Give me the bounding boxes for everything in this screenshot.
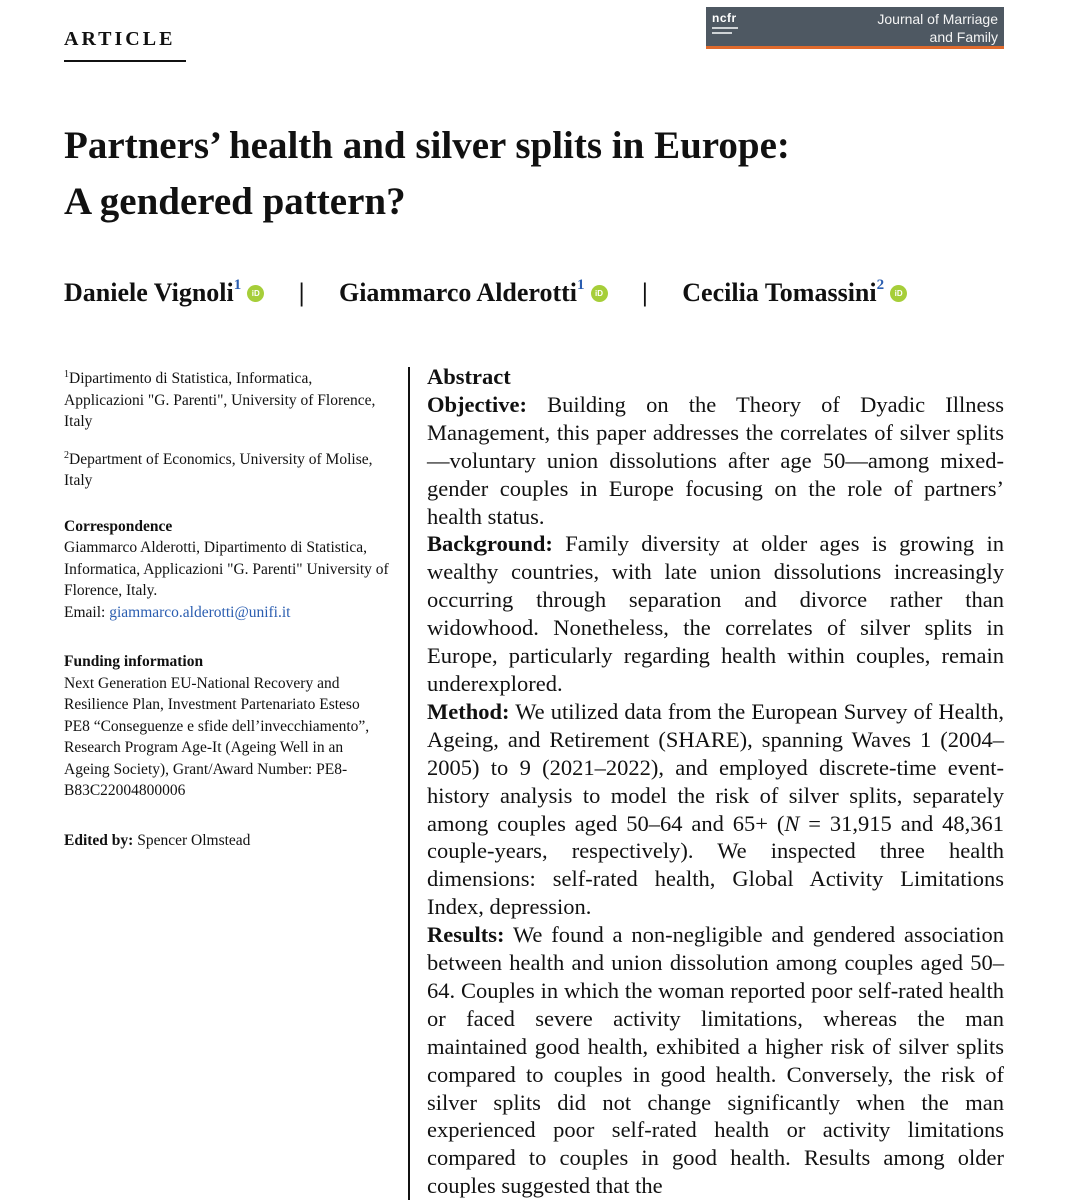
abstract-results (427, 921, 1004, 1200)
section-label: ARTICLE (64, 28, 176, 50)
correspondence-heading: Correspondence (64, 517, 173, 535)
journal-accent-bar (706, 46, 1004, 49)
author-name[interactable]: Cecilia Tomassini (682, 278, 877, 307)
sidebar-info (64, 364, 389, 851)
method-n: N (784, 810, 800, 836)
title-line1: Partners’ health and silver splits in Europe: (64, 124, 790, 167)
abstract-heading: Abstract (427, 364, 511, 389)
abstract (427, 363, 1004, 1200)
affiliation (64, 445, 389, 492)
results-label: Results: (427, 922, 505, 948)
affiliation-text: Department of Economics, University of Molise, Italy (64, 450, 373, 490)
affiliation (64, 364, 389, 433)
email-label: Email: (64, 603, 106, 621)
affiliation-number: 1 (64, 369, 69, 380)
objective-text: Building on the Theory of Dyadic Illness Management, this paper addresses the correlates of silver splits—voluntary union dissolutions after age 50—among mixed-gender couples in Europe focusing on the role of partners’ health status. (427, 391, 1005, 529)
method-label: Method: (427, 698, 510, 724)
author-name[interactable]: Daniele Vignoli (64, 278, 234, 307)
method-text-cont: = 31,915 and 48,361 couple-years, respectively). We inspected three health dimensions: self-rated health, Global Activity Limitations Index, depression. (427, 810, 1004, 920)
journal-name-line2: and Family (929, 29, 998, 45)
abstract-objective (427, 391, 1004, 531)
column-divider (408, 367, 410, 1200)
author-separator: | (642, 278, 648, 307)
editor-name: Spencer Olmstead (137, 831, 251, 849)
author-list (64, 277, 1004, 308)
orcid-icon[interactable]: iD (247, 285, 264, 302)
results-text: We found a non-negligible and gendered association between health and union dissolution among couples aged 50–64. Couples in which the woman reported poor self-rated health or faced severe activity limitations, whereas the man maintained good health, exhibited a higher risk of silver splits compared to couples in good health. Conversely, the risk of silver splits did not change significantly when the man experienced poor self-rated health or activity limitations compared to couples in good health. Results among older couples suggested that the (427, 922, 1004, 1199)
abstract-method (427, 698, 1004, 921)
journal-name-line1: Journal of Marriage (877, 11, 998, 27)
objective-label: Objective: (427, 391, 527, 417)
affiliation-ref[interactable]: 2 (876, 277, 885, 293)
journal-badge[interactable] (706, 7, 1004, 49)
affiliation-text: Dipartimento di Statistica, Informatica, Applicazioni "G. Parenti", University of Florence, Italy (64, 370, 376, 431)
logo-line (712, 32, 732, 34)
affiliation-number: 2 (64, 449, 69, 461)
affiliation-ref[interactable]: 1 (577, 277, 585, 293)
orcid-icon[interactable]: iD (890, 285, 907, 302)
article-title (64, 118, 964, 230)
background-label: Background: (427, 531, 553, 557)
author-separator: | (298, 278, 305, 307)
edited-by (64, 830, 389, 852)
affiliation-ref[interactable]: 1 (233, 277, 242, 293)
journal-name (877, 10, 998, 46)
logo-line (712, 27, 738, 29)
correspondence-email (64, 602, 389, 624)
author-name[interactable]: Giammarco Alderotti (338, 278, 578, 307)
edited-by-label: Edited by: (64, 831, 134, 849)
title-line2: A gendered pattern? (64, 180, 406, 223)
orcid-icon[interactable]: iD (591, 285, 608, 302)
section-label-underline (64, 60, 186, 62)
abstract-background (427, 530, 1004, 697)
method-text: We utilized data from the European Survey of Health, Ageing, and Retirement (SHARE), spanning Waves 1 (2004–2005) to 9 (2021–2022), and employed discrete-time event-history analysis to model the risk of silver splits, separately among couples aged 50–64 and 65+ ( (427, 698, 1005, 836)
email-link[interactable]: giammarco.alderotti@unifi.it (109, 603, 291, 621)
ncfr-logo: ncfr (712, 11, 737, 25)
correspondence-text: Giammarco Alderotti, Dipartimento di Statistica, Informatica, Applicazioni "G. Parenti" University of Florence, Italy. (64, 539, 389, 600)
background-text: Family diversity at older ages is growing in wealthy countries, with late union dissolutions increasingly occurring through separation and divorce rather than widowhood. Nonetheless, the correlates of silver splits in Europe, particularly regarding health within couples, remain underexplored. (427, 531, 1004, 696)
funding-text: Next Generation EU-National Recovery and Resilience Plan, Investment Partenariato Esteso PE8 “Conseguenze e sfide dell’invecchiamento”, Research Program Age-It (Ageing Well in an Ageing Society), Grant/Award Number: PE8-B83C22004800006 (64, 674, 370, 800)
funding-heading: Funding information (64, 653, 204, 671)
